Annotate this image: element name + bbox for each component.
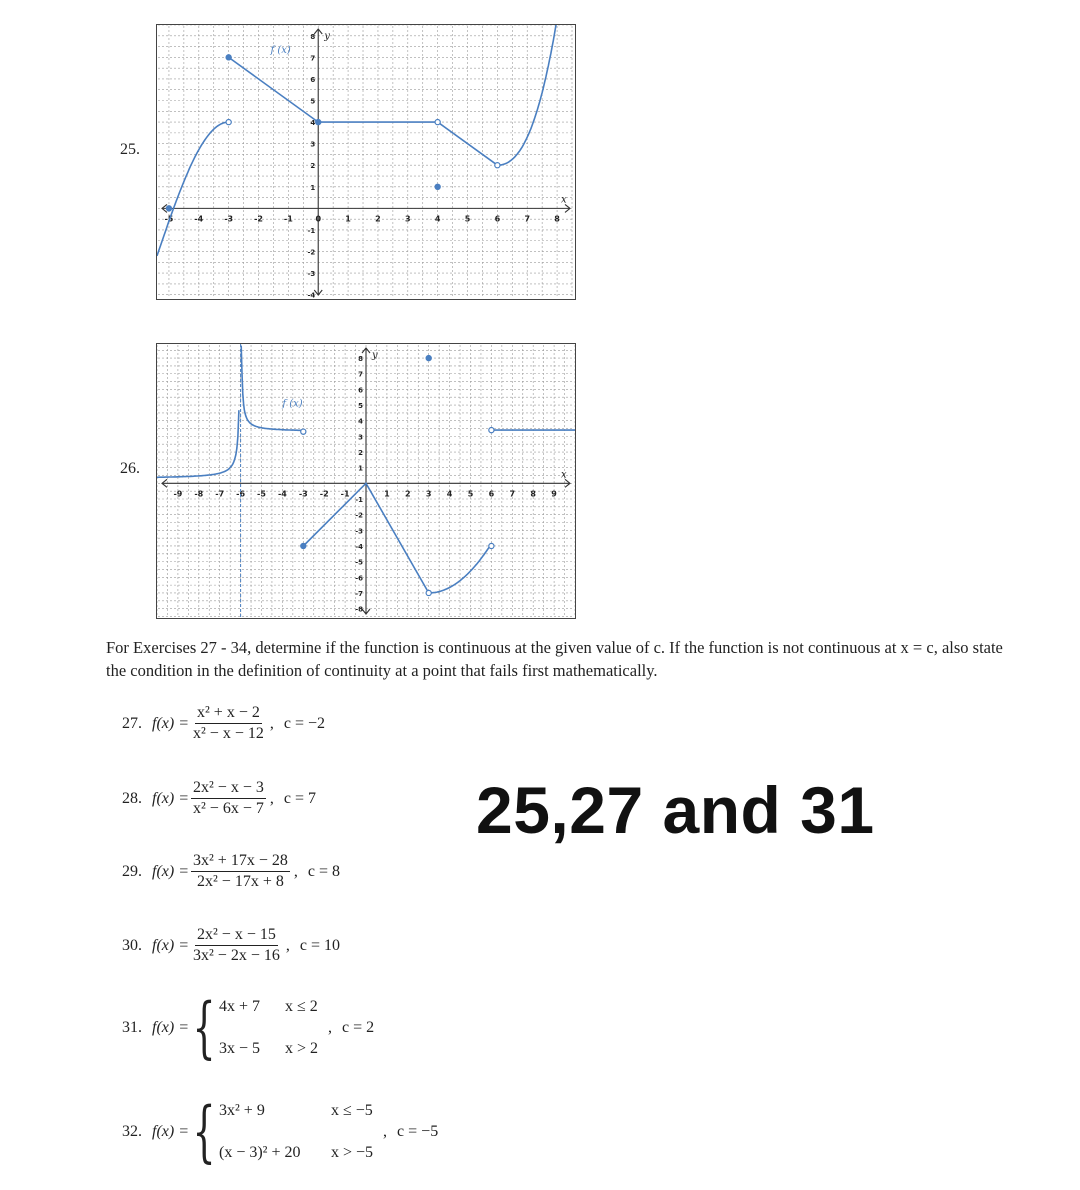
x-tick-label: -7 <box>215 489 225 499</box>
closed-point <box>166 206 171 211</box>
function-lhs: f(x) = <box>152 714 189 732</box>
graph-25-svg <box>157 25 575 299</box>
open-point <box>489 428 494 433</box>
graph-26 <box>156 343 576 619</box>
piecewise-cases <box>219 998 318 1058</box>
x-tick-label: -1 <box>283 214 293 224</box>
case-1-expr: 3x² + 9 <box>219 1102 265 1119</box>
function-label: f (x) <box>282 398 303 410</box>
y-tick-label: 1 <box>310 183 316 192</box>
fraction <box>191 852 290 891</box>
y-tick-label: -5 <box>355 558 363 567</box>
exercise-number: 29. <box>122 862 142 880</box>
open-point <box>426 590 431 595</box>
x-tick-label: -6 <box>236 489 246 499</box>
exercise-31: 31. f(x) = { 4x + 7 x ≤ 2 3x − 5 x > 2 , c = 2 <box>122 989 375 1066</box>
x-tick-label: -2 <box>319 489 329 499</box>
y-tick-label: 5 <box>310 97 316 106</box>
y-tick-label: -3 <box>307 270 316 279</box>
x-tick-label: 3 <box>425 489 432 499</box>
x-tick-label: -3 <box>224 214 234 224</box>
x-tick-label: 3 <box>405 214 411 224</box>
function-lhs: f(x) = <box>152 1019 189 1036</box>
open-point <box>226 119 231 124</box>
y-tick-label: -4 <box>355 542 363 551</box>
x-tick-label: -9 <box>173 489 183 499</box>
function-lhs: f(x) = <box>152 1123 189 1140</box>
y-tick-label: -1 <box>355 496 363 505</box>
x-tick-label: -5 <box>257 489 266 499</box>
open-point <box>489 543 494 548</box>
y-tick-label: 4 <box>310 119 316 128</box>
y-tick-label: -2 <box>307 248 316 257</box>
y-tick-label: 3 <box>310 140 316 149</box>
curve-26-left <box>157 410 239 477</box>
x-tick-label: 0 <box>315 214 322 224</box>
x-tick-label: -1 <box>340 489 350 499</box>
exercise-number: 27. <box>122 714 142 732</box>
function-lhs: f(x) = <box>152 789 189 807</box>
case-1-condition: x ≤ 2 <box>285 998 318 1015</box>
graph-25 <box>156 24 576 300</box>
x-tick-label: -4 <box>277 489 287 499</box>
c-value: c = −5 <box>397 1123 439 1140</box>
case-2-expr: (x − 3)² + 20 <box>219 1144 301 1161</box>
exercise-number: 31. <box>122 1019 142 1036</box>
numerator: 3x² + 17x − 28 <box>191 852 290 872</box>
y-axis-label: y <box>324 31 330 42</box>
case-1-condition: x ≤ −5 <box>331 1102 373 1119</box>
function-lhs: f(x) = <box>152 936 189 954</box>
c-value: c = 2 <box>342 1019 375 1036</box>
exercise-number: 28. <box>122 789 142 807</box>
closed-point <box>435 184 440 189</box>
case-1-expr: 4x + 7 <box>219 998 261 1015</box>
x-axis-label: x <box>561 194 567 206</box>
x-tick-label: 4 <box>446 489 453 499</box>
x-tick-label: 7 <box>509 489 516 499</box>
open-point <box>301 429 306 434</box>
curve-25-left <box>157 122 229 256</box>
function-lhs: f(x) = <box>152 862 189 880</box>
y-tick-label: 5 <box>358 402 363 411</box>
x-tick-label: -5 <box>164 214 174 224</box>
y-axis-label: y <box>372 350 378 361</box>
y-tick-label: 3 <box>358 433 363 442</box>
exercise-30: 30. f(x) = $\frac{\text{2x² − x − 15}}{\text{3x² − 2x − 16}}$ , c = 10 <box>122 926 340 964</box>
c-value: c = 7 <box>283 789 316 807</box>
case-2-condition: x > 2 <box>285 1040 319 1057</box>
left-brace: { <box>192 1093 216 1170</box>
case-2-expr: 3x − 5 <box>219 1040 261 1057</box>
numerator: 2x² − x − 15 <box>195 926 278 946</box>
exercise-number: 32. <box>122 1123 142 1140</box>
exercise-number: 30. <box>122 936 142 954</box>
x-tick-label: -8 <box>194 489 204 499</box>
x-tick-label: 7 <box>524 214 531 224</box>
c-value: c = 8 <box>307 862 340 880</box>
y-tick-label: 7 <box>310 54 316 63</box>
x-tick-label: 1 <box>345 214 351 224</box>
numerator: 2x² − x − 3 <box>191 779 266 799</box>
left-brace: { <box>192 989 216 1066</box>
exercise-27: 27. f(x) = $\frac{\text{x² + x − 2}}{\text{x² − x − 12}}$ , c = −2 <box>122 704 325 742</box>
x-tick-label: -3 <box>298 489 308 499</box>
y-tick-label: 4 <box>358 417 363 426</box>
x-axis-label: x <box>561 469 567 481</box>
instructions-text: For Exercises 27 - 34, determine if the function is continuous at the given value of c. If the function is not continuous at x = c, also state the condition in the definition of continuity at a point that fails first mathematically. <box>106 638 1003 680</box>
y-tick-label: 6 <box>310 75 316 84</box>
fraction <box>191 779 266 818</box>
c-value: c = −2 <box>283 714 325 732</box>
y-tick-label: -1 <box>307 226 316 235</box>
y-tick-label: -6 <box>355 574 363 583</box>
x-tick-label: 2 <box>405 489 411 499</box>
denominator: x² − 6x − 7 <box>193 800 264 817</box>
y-tick-label: 2 <box>310 162 316 171</box>
exercise-29: 29. f(x) = $\frac{\text{3x² + 17x − 28}}{\text{2x² − 17x + 8}}$ , c = 8 <box>122 852 340 890</box>
y-tick-label: -8 <box>355 605 363 614</box>
function-label: f (x) <box>270 45 291 57</box>
graph-26-svg <box>157 344 575 618</box>
assignment-note: 25,27 and 31 <box>476 773 875 847</box>
exercise-25-number: 25. <box>120 141 140 158</box>
y-tick-label: 8 <box>310 32 316 41</box>
fraction <box>191 926 282 965</box>
y-tick-label: 1 <box>358 464 363 473</box>
x-tick-label: 1 <box>384 489 390 499</box>
y-tick-label: 7 <box>358 370 363 379</box>
closed-point <box>426 355 431 360</box>
fraction <box>191 704 266 743</box>
x-tick-label: 9 <box>551 489 557 499</box>
case-2-condition: x > −5 <box>331 1144 374 1161</box>
denominator: x² − x − 12 <box>193 725 264 742</box>
x-tick-label: 6 <box>488 489 495 499</box>
x-tick-label: -2 <box>254 214 263 224</box>
open-point <box>495 163 500 168</box>
exercise-28: 28. f(x) = $\frac{\text{2x² − x − 3}}{\text{x² − 6x − 7}}$ , c = 7 <box>122 779 316 817</box>
x-tick-label: 8 <box>530 489 536 499</box>
c-value: c = 10 <box>299 936 340 954</box>
x-tick-label: -4 <box>194 214 204 224</box>
y-tick-label: -4 <box>307 291 316 299</box>
x-tick-label: 8 <box>554 214 560 224</box>
x-tick-label: 4 <box>434 214 441 224</box>
y-tick-label: -3 <box>355 527 363 536</box>
y-tick-label: -2 <box>355 511 363 520</box>
y-tick-label: 2 <box>358 449 363 458</box>
denominator: 3x² − 2x − 16 <box>193 947 280 964</box>
curve-25-right <box>497 25 572 165</box>
x-tick-label: 2 <box>375 214 381 224</box>
y-tick-label: 6 <box>358 386 363 395</box>
exercise-26-number: 26. <box>120 460 140 477</box>
closed-point <box>316 119 321 124</box>
denominator: 2x² − 17x + 8 <box>197 873 284 890</box>
y-tick-label: 8 <box>358 355 363 364</box>
open-point <box>435 119 440 124</box>
closed-point <box>226 55 231 60</box>
x-tick-label: 6 <box>494 214 501 224</box>
y-tick-label: -7 <box>355 589 363 598</box>
exercise-32: 32. f(x) = { 3x² + 9 x ≤ −5 (x − 3)² + 20 x > −5 , c = −5 <box>122 1093 439 1170</box>
numerator: x² + x − 2 <box>195 704 262 724</box>
x-tick-label: 5 <box>464 214 471 224</box>
x-tick-label: 5 <box>467 489 474 499</box>
piecewise-cases <box>219 1102 373 1162</box>
closed-point <box>301 543 306 548</box>
